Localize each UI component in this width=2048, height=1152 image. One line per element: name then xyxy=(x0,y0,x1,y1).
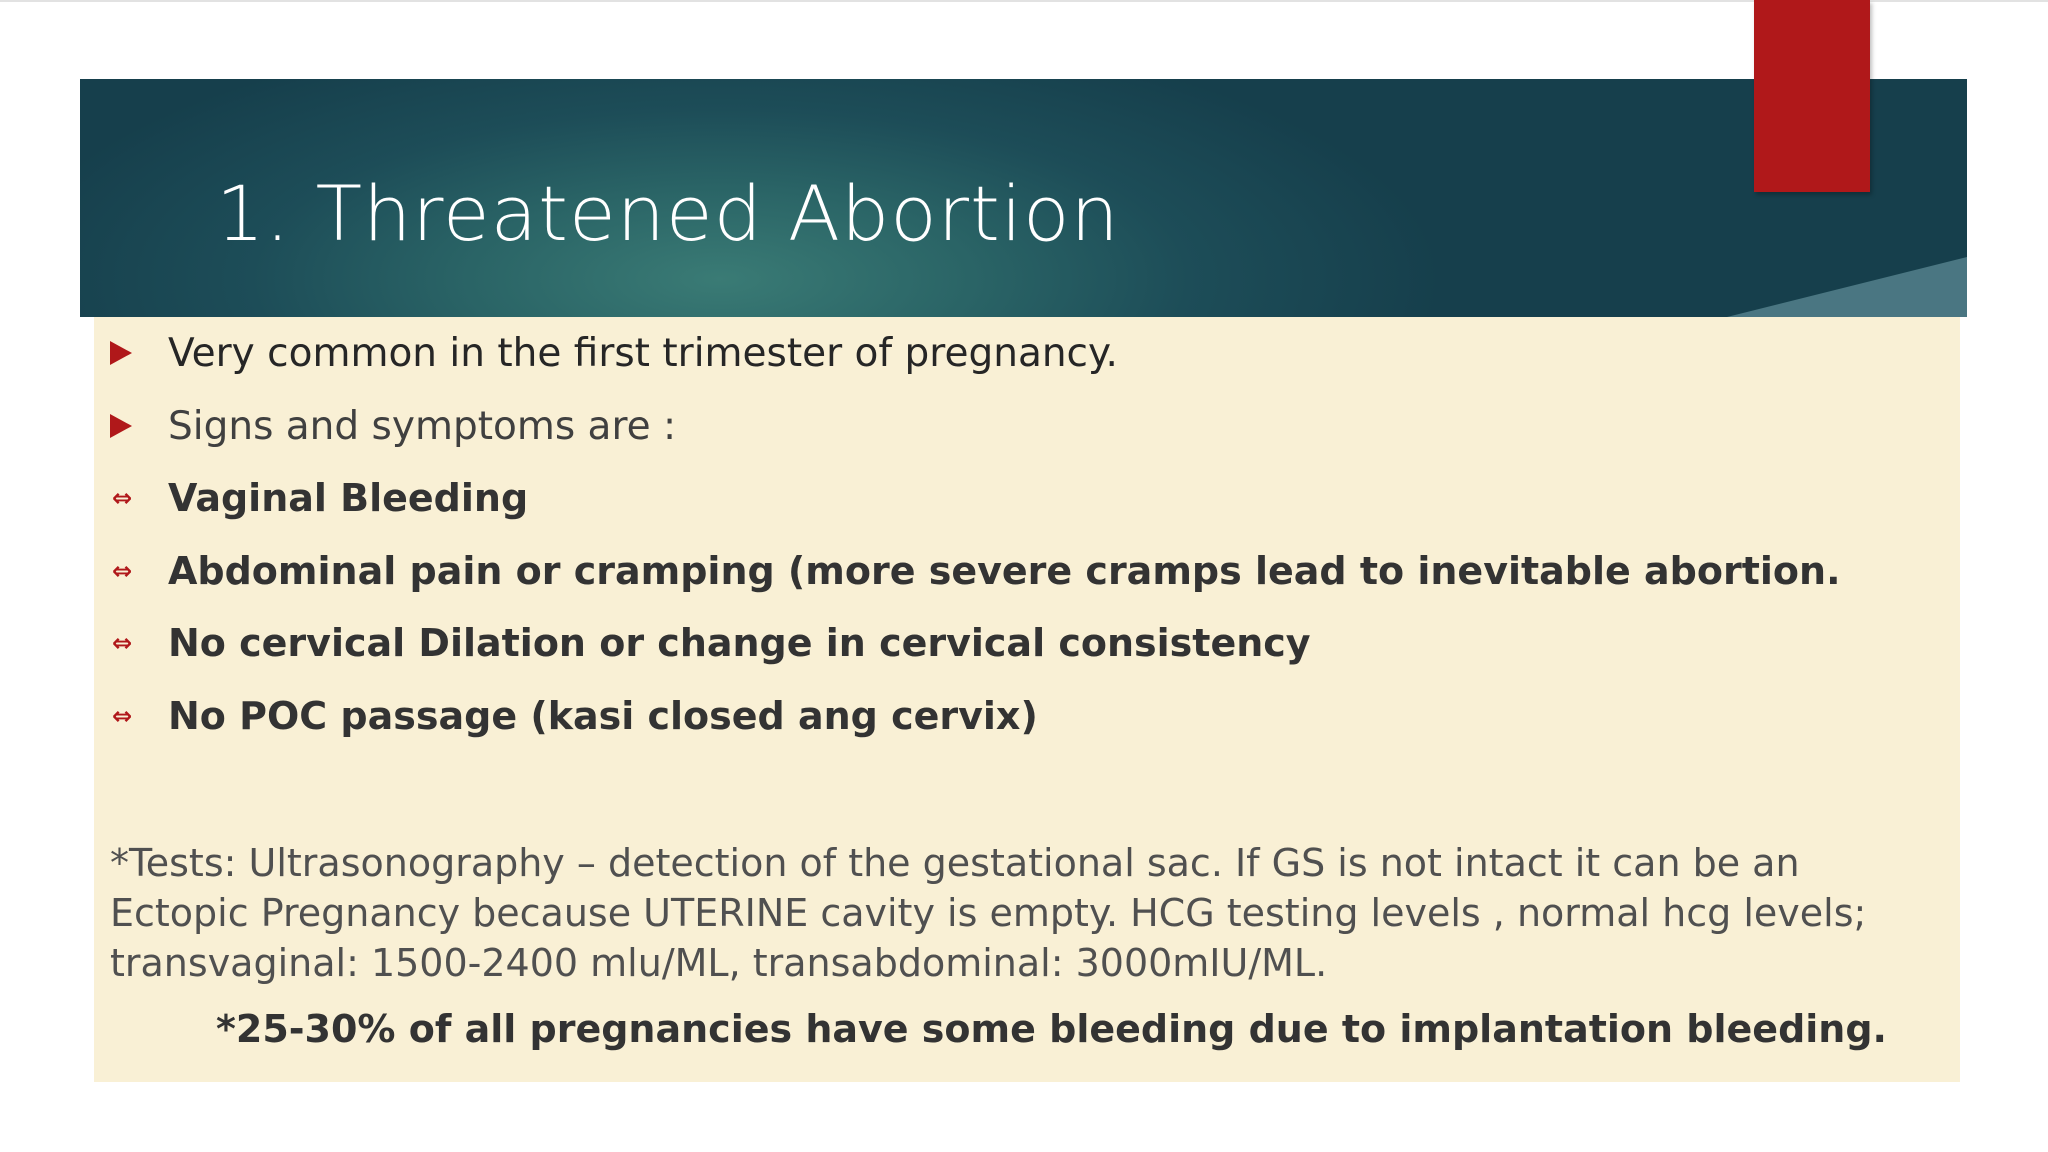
double-arrow-bullet-icon: ⇔ xyxy=(112,557,133,585)
bullet-item xyxy=(110,688,1038,744)
bullet-text: Vaginal Bleeding xyxy=(168,476,529,520)
bullet-text: Very common in the first trimester of pregnancy. xyxy=(168,330,1118,376)
bullet-item xyxy=(110,543,1841,599)
bullet-item xyxy=(110,470,528,526)
bullet-item xyxy=(110,325,1118,381)
tests-note: *Tests: Ultrasonography – detection of the gestational sac. If GS is not intact it can be an Ectopic Pregnancy because UTERINE cavity is empty. HCG testing levels , normal hcg levels; transvaginal: 1500-2400 mlu/ML, transabdominal: 3000mIU/ML. xyxy=(110,841,1867,985)
bullet-text: Signs and symptoms are : xyxy=(168,403,677,449)
slide-title: 1. Threatened Abortion xyxy=(216,169,1120,258)
double-arrow-bullet-icon: ⇔ xyxy=(112,702,133,730)
red-tab-decoration xyxy=(1754,0,1870,192)
double-arrow-bullet-icon: ⇔ xyxy=(112,484,133,512)
bullet-text: No POC passage (kasi closed ang cervix) xyxy=(168,694,1038,738)
bullet-item xyxy=(110,398,676,454)
implantation-bleeding-footnote: *25-30% of all pregnancies have some bleeding due to implantation bleeding. xyxy=(216,1007,1887,1051)
triangle-bullet-icon xyxy=(110,341,132,365)
bullet-item xyxy=(110,615,1311,671)
header-wedge-decoration xyxy=(1727,257,1967,317)
top-divider xyxy=(0,0,2048,2)
bullet-text: Abdominal pain or cramping (more severe cramps lead to inevitable abortion. xyxy=(168,549,1841,593)
bullet-text: No cervical Dilation or change in cervical consistency xyxy=(168,621,1311,665)
triangle-bullet-icon xyxy=(110,414,132,438)
double-arrow-bullet-icon: ⇔ xyxy=(112,629,133,657)
